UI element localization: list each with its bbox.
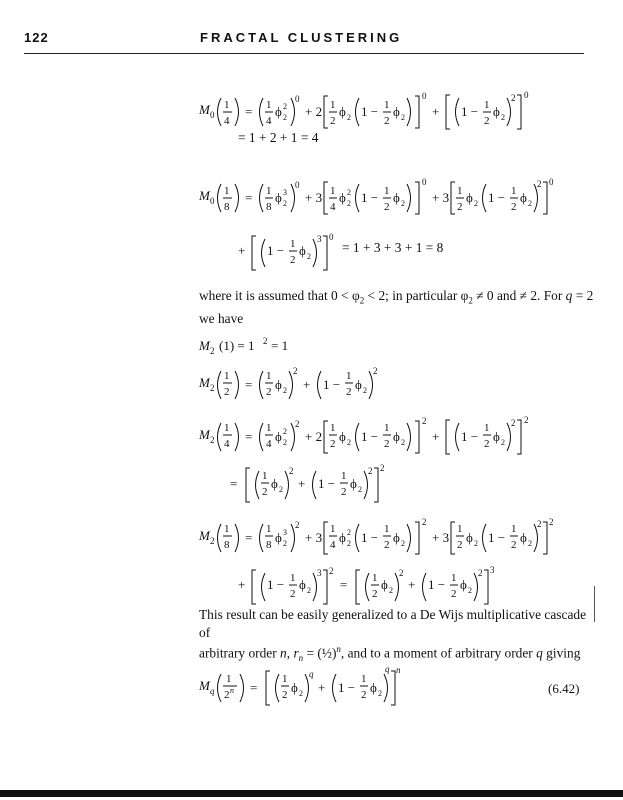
svg-text:1 −: 1 − xyxy=(338,680,356,695)
svg-text:0: 0 xyxy=(295,180,300,190)
svg-text:2: 2 xyxy=(378,689,382,698)
svg-text:=: = xyxy=(340,577,348,592)
svg-text:+: + xyxy=(432,429,440,444)
svg-text:2: 2 xyxy=(484,115,490,127)
svg-text:=: = xyxy=(245,530,253,545)
svg-text:2: 2 xyxy=(511,418,516,428)
svg-text:0: 0 xyxy=(210,110,215,120)
svg-text:+ 2: + 2 xyxy=(305,429,323,444)
svg-text:ϕ: ϕ xyxy=(355,377,362,392)
svg-text:= 1: = 1 xyxy=(271,338,289,353)
svg-text:8: 8 xyxy=(266,201,272,213)
svg-text:8: 8 xyxy=(266,539,272,551)
svg-text:ϕ: ϕ xyxy=(275,104,282,119)
svg-text:2: 2 xyxy=(295,419,300,429)
scan-bottom-edge xyxy=(0,790,623,797)
svg-text:1: 1 xyxy=(330,99,336,111)
equation-m2-quarter-render xyxy=(199,409,559,461)
svg-text:2: 2 xyxy=(478,568,483,578)
equation-m0-quarter-result: = 1 + 2 + 1 = 4 xyxy=(238,130,319,145)
svg-text:+ 3: + 3 xyxy=(305,190,323,205)
svg-text:2: 2 xyxy=(528,539,532,548)
svg-text:1 −: 1 − xyxy=(461,104,479,119)
svg-text:1: 1 xyxy=(384,99,390,111)
svg-text:2: 2 xyxy=(307,252,311,261)
svg-text:ϕ: ϕ xyxy=(393,190,400,205)
svg-text:M: M xyxy=(199,338,210,353)
svg-text:2: 2 xyxy=(293,366,298,376)
svg-text:2: 2 xyxy=(368,466,373,476)
equation-m2-half-render xyxy=(199,358,399,408)
svg-text:3: 3 xyxy=(283,188,287,197)
svg-text:1: 1 xyxy=(346,370,352,382)
svg-text:2: 2 xyxy=(422,416,427,426)
svg-text:2: 2 xyxy=(363,386,367,395)
svg-text:+: + xyxy=(318,680,326,695)
svg-text:2: 2 xyxy=(474,199,478,208)
svg-text:2: 2 xyxy=(347,113,351,122)
svg-text:=: = xyxy=(245,377,253,392)
running-title: FRACTAL CLUSTERING xyxy=(200,30,403,45)
svg-text:1: 1 xyxy=(226,673,232,685)
svg-text:1 −: 1 − xyxy=(361,190,379,205)
svg-text:2: 2 xyxy=(474,539,478,548)
svg-text:n: n xyxy=(230,686,234,695)
svg-text:ϕ: ϕ xyxy=(520,190,527,205)
svg-text:2: 2 xyxy=(468,586,472,595)
svg-text:4: 4 xyxy=(330,201,336,213)
svg-text:+: + xyxy=(238,243,246,258)
svg-text:0: 0 xyxy=(549,177,554,187)
svg-text:4: 4 xyxy=(266,438,272,450)
svg-text:1: 1 xyxy=(384,422,390,434)
svg-text:+ 2: + 2 xyxy=(305,104,323,119)
svg-text:ϕ: ϕ xyxy=(275,530,282,545)
svg-text:2: 2 xyxy=(384,539,390,551)
svg-text:1 −: 1 − xyxy=(361,429,379,444)
svg-text:4: 4 xyxy=(224,438,230,450)
svg-text:2: 2 xyxy=(330,115,336,127)
svg-text:3: 3 xyxy=(317,234,322,244)
generalization-var-q: q xyxy=(536,645,543,661)
svg-text:2: 2 xyxy=(457,539,463,551)
svg-text:ϕ: ϕ xyxy=(393,429,400,444)
generalization-text-4: ) xyxy=(331,645,337,661)
svg-text:2: 2 xyxy=(295,520,300,530)
svg-text:2: 2 xyxy=(266,386,272,398)
svg-text:ϕ: ϕ xyxy=(339,190,346,205)
svg-text:2: 2 xyxy=(524,415,529,425)
svg-text:2: 2 xyxy=(347,539,351,548)
svg-text:2: 2 xyxy=(210,435,215,445)
svg-text:2: 2 xyxy=(283,113,287,122)
svg-text:2: 2 xyxy=(384,201,390,213)
equation-m2-eighth-render xyxy=(199,510,579,562)
svg-text:2: 2 xyxy=(299,689,303,698)
equation-m2-eighth xyxy=(199,510,579,562)
svg-text:ϕ: ϕ xyxy=(350,476,357,491)
paragraph-generalization: This result can be easily generalized to a De Wijs multiplicative cascade of arbitrary order n, $r_n$ = (½)$^n$, and to a moment of arbitrary order q giving xyxy=(199,607,587,664)
svg-text:2: 2 xyxy=(224,386,230,398)
svg-text:1: 1 xyxy=(266,422,272,434)
svg-text:2: 2 xyxy=(282,689,288,701)
svg-text:1 −: 1 − xyxy=(488,530,506,545)
svg-text:2: 2 xyxy=(384,115,390,127)
svg-text:3: 3 xyxy=(317,568,322,578)
svg-text:+ 3: + 3 xyxy=(305,530,323,545)
svg-text:1: 1 xyxy=(266,99,272,111)
svg-text:2: 2 xyxy=(537,519,542,529)
svg-text:2: 2 xyxy=(283,386,287,395)
svg-text:+ 3: + 3 xyxy=(432,530,450,545)
svg-text:2: 2 xyxy=(347,199,351,208)
svg-text:2: 2 xyxy=(347,438,351,447)
svg-text:ϕ: ϕ xyxy=(275,429,282,444)
svg-text:1: 1 xyxy=(384,185,390,197)
svg-text:M: M xyxy=(199,375,210,390)
svg-text:1: 1 xyxy=(341,470,347,482)
svg-text:1 −: 1 − xyxy=(361,104,379,119)
equation-m0-eighth xyxy=(199,170,579,226)
svg-text:+: + xyxy=(303,377,311,392)
svg-text:1 −: 1 − xyxy=(267,577,285,592)
assumption-text-2: < 2; in particular φ xyxy=(364,288,469,303)
svg-text:2: 2 xyxy=(549,517,554,527)
svg-text:1 −: 1 − xyxy=(267,243,285,258)
svg-text:1 −: 1 − xyxy=(361,530,379,545)
header-rule xyxy=(24,53,584,54)
equation-m2-quarter-continued-render xyxy=(230,458,410,508)
svg-text:8: 8 xyxy=(224,201,230,213)
equation-m2-eighth-continued-render xyxy=(238,560,538,610)
assumption-text-3: ≠ 0 and ≠ 2. For xyxy=(472,288,566,303)
page-header xyxy=(24,30,584,52)
generalization-text-6: giving xyxy=(542,645,581,661)
svg-text:1: 1 xyxy=(484,422,490,434)
svg-text:1: 1 xyxy=(224,185,230,197)
svg-text:2: 2 xyxy=(373,366,378,376)
svg-text:2: 2 xyxy=(528,199,532,208)
equation-m2-eighth-continued xyxy=(238,560,538,610)
svg-text:M: M xyxy=(199,678,210,693)
svg-text:ϕ: ϕ xyxy=(520,530,527,545)
svg-text:q: q xyxy=(385,664,390,674)
assumption-sub-1: 2 xyxy=(359,295,365,306)
svg-text:ϕ: ϕ xyxy=(299,243,306,258)
svg-text:1: 1 xyxy=(224,422,230,434)
svg-text:8: 8 xyxy=(224,539,230,551)
generalization-text-5: , and to a moment of arbitrary order xyxy=(340,645,537,661)
svg-text:ϕ: ϕ xyxy=(339,104,346,119)
svg-text:ϕ: ϕ xyxy=(381,577,388,592)
svg-text:ϕ: ϕ xyxy=(460,577,467,592)
svg-text:2: 2 xyxy=(290,588,296,600)
svg-text:ϕ: ϕ xyxy=(466,530,473,545)
svg-text:2: 2 xyxy=(290,254,296,266)
svg-text:2: 2 xyxy=(289,466,294,476)
svg-text:2: 2 xyxy=(341,486,347,498)
svg-text:q: q xyxy=(210,686,215,696)
svg-text:1: 1 xyxy=(266,523,272,535)
svg-text:=: = xyxy=(230,476,238,491)
svg-text:=: = xyxy=(245,104,253,119)
svg-text:1: 1 xyxy=(330,422,336,434)
equation-m2-one-render xyxy=(199,335,319,357)
svg-text:2: 2 xyxy=(283,438,287,447)
svg-text:2: 2 xyxy=(283,199,287,208)
generalization-sup-n: n xyxy=(336,644,341,654)
svg-text:1: 1 xyxy=(330,185,336,197)
svg-text:2: 2 xyxy=(346,386,352,398)
svg-text:ϕ: ϕ xyxy=(370,680,377,695)
svg-text:2: 2 xyxy=(537,179,542,189)
equation-m2-quarter-continued xyxy=(230,458,410,508)
svg-text:(1) = 1: (1) = 1 xyxy=(219,338,255,353)
svg-text:0: 0 xyxy=(422,177,427,187)
assumption-line-2: we have xyxy=(199,311,244,327)
equation-mq-general xyxy=(199,660,399,712)
generalization-text-2: arbitrary order xyxy=(199,645,281,661)
svg-text:+ 3: + 3 xyxy=(432,190,450,205)
svg-text:1: 1 xyxy=(484,99,490,111)
assumption-sub-2: 2 xyxy=(468,295,473,306)
svg-text:2: 2 xyxy=(384,438,390,450)
svg-text:2: 2 xyxy=(279,485,283,494)
svg-text:ϕ: ϕ xyxy=(466,190,473,205)
svg-text:ϕ: ϕ xyxy=(271,476,278,491)
svg-text:2: 2 xyxy=(210,536,215,546)
svg-text:+: + xyxy=(432,104,440,119)
svg-text:2: 2 xyxy=(399,568,404,578)
svg-text:1: 1 xyxy=(224,523,230,535)
svg-text:2: 2 xyxy=(380,463,385,473)
svg-text:1: 1 xyxy=(224,99,230,111)
svg-text:ϕ: ϕ xyxy=(275,377,282,392)
svg-text:1: 1 xyxy=(511,185,517,197)
svg-text:3: 3 xyxy=(490,565,495,575)
svg-text:1: 1 xyxy=(372,572,378,584)
svg-text:1: 1 xyxy=(290,572,296,584)
svg-text:M: M xyxy=(199,528,210,543)
svg-text:2: 2 xyxy=(451,588,457,600)
svg-text:ϕ: ϕ xyxy=(493,429,500,444)
svg-text:1 −: 1 − xyxy=(428,577,446,592)
equation-m2-half xyxy=(199,358,399,408)
svg-text:4: 4 xyxy=(330,539,336,551)
svg-text:2: 2 xyxy=(347,188,351,197)
svg-text:1: 1 xyxy=(511,523,517,535)
svg-text:2: 2 xyxy=(263,336,268,346)
svg-text:2: 2 xyxy=(484,438,490,450)
svg-text:1: 1 xyxy=(224,370,230,382)
svg-text:1: 1 xyxy=(457,523,463,535)
svg-text:2: 2 xyxy=(262,486,268,498)
svg-text:2: 2 xyxy=(401,113,405,122)
svg-text:1: 1 xyxy=(266,370,272,382)
generalization-var-r: r xyxy=(293,645,299,661)
equation-m0-eighth-tail: = 1 + 3 + 3 + 1 = 8 xyxy=(342,240,444,255)
svg-text:0: 0 xyxy=(422,91,427,101)
svg-text:0: 0 xyxy=(295,94,300,104)
equation-m2-one xyxy=(199,335,319,357)
svg-text:1 −: 1 − xyxy=(461,429,479,444)
svg-text:ϕ: ϕ xyxy=(339,530,346,545)
svg-text:2: 2 xyxy=(329,566,334,576)
svg-text:2: 2 xyxy=(401,199,405,208)
equation-m2-quarter xyxy=(199,409,559,461)
svg-text:2: 2 xyxy=(358,485,362,494)
svg-text:2: 2 xyxy=(389,586,393,595)
svg-text:2: 2 xyxy=(372,588,378,600)
svg-text:1: 1 xyxy=(290,238,296,250)
assumption-var-q: q xyxy=(565,288,573,303)
svg-text:2: 2 xyxy=(401,438,405,447)
svg-text:q: q xyxy=(309,669,314,679)
svg-text:2: 2 xyxy=(330,438,336,450)
generalization-text-3: = ( xyxy=(303,645,322,661)
generalization-var-n: n xyxy=(280,645,287,661)
svg-text:1: 1 xyxy=(384,523,390,535)
svg-text:0: 0 xyxy=(329,232,334,242)
svg-text:4: 4 xyxy=(224,115,230,127)
svg-text:2: 2 xyxy=(511,539,517,551)
svg-text:2: 2 xyxy=(511,93,516,103)
svg-text:1: 1 xyxy=(457,185,463,197)
generalization-half: ½ xyxy=(321,645,332,661)
svg-text:M: M xyxy=(199,102,210,117)
svg-text:2: 2 xyxy=(401,539,405,548)
svg-text:M: M xyxy=(199,188,210,203)
page-number: 122 xyxy=(24,30,49,45)
generalization-text-1: This result can be easily generalized to a De Wijs multiplicative cascade of xyxy=(199,607,587,640)
svg-text:2: 2 xyxy=(501,438,505,447)
svg-text:2: 2 xyxy=(422,517,427,527)
svg-text:+: + xyxy=(238,577,246,592)
svg-text:n: n xyxy=(396,665,401,675)
svg-text:1: 1 xyxy=(262,470,268,482)
svg-text:=: = xyxy=(250,680,258,695)
svg-text:2: 2 xyxy=(283,539,287,548)
generalization-sub-n: n xyxy=(298,653,304,664)
svg-text:3: 3 xyxy=(283,528,287,537)
svg-text:ϕ: ϕ xyxy=(299,577,306,592)
svg-text:1 −: 1 − xyxy=(488,190,506,205)
svg-text:2: 2 xyxy=(283,102,287,111)
svg-text:2: 2 xyxy=(457,201,463,213)
margin-mark xyxy=(594,586,595,622)
svg-text:M: M xyxy=(199,427,210,442)
svg-text:=: = xyxy=(245,190,253,205)
svg-text:1: 1 xyxy=(266,185,272,197)
paragraph-assumption xyxy=(199,287,594,328)
svg-text:=: = xyxy=(245,429,253,444)
svg-text:ϕ: ϕ xyxy=(393,104,400,119)
svg-text:0: 0 xyxy=(210,196,215,206)
svg-text:2: 2 xyxy=(210,383,215,393)
assumption-text-1: where it is assumed that 0 < φ xyxy=(199,288,360,303)
svg-text:1 −: 1 − xyxy=(318,476,336,491)
svg-text:1: 1 xyxy=(282,673,288,685)
svg-text:ϕ: ϕ xyxy=(493,104,500,119)
svg-text:2: 2 xyxy=(347,528,351,537)
svg-text:2: 2 xyxy=(210,346,215,356)
svg-text:2: 2 xyxy=(224,689,230,701)
svg-text:4: 4 xyxy=(266,115,272,127)
equation-mq-general-render xyxy=(199,660,399,712)
svg-text:2: 2 xyxy=(307,586,311,595)
svg-text:1 −: 1 − xyxy=(323,377,341,392)
svg-text:2: 2 xyxy=(361,689,367,701)
svg-text:ϕ: ϕ xyxy=(393,530,400,545)
svg-text:2: 2 xyxy=(501,113,505,122)
svg-text:1: 1 xyxy=(361,673,367,685)
equation-m0-eighth-render xyxy=(199,170,579,226)
equation-number: (6.42) xyxy=(548,681,580,696)
svg-text:+: + xyxy=(408,577,416,592)
svg-text:2: 2 xyxy=(511,201,517,213)
svg-text:ϕ: ϕ xyxy=(275,190,282,205)
assumption-text-4: = 2 xyxy=(572,288,594,303)
svg-text:+: + xyxy=(298,476,306,491)
svg-text:1: 1 xyxy=(330,523,336,535)
svg-text:ϕ: ϕ xyxy=(291,680,298,695)
svg-text:1: 1 xyxy=(451,572,457,584)
svg-text:2: 2 xyxy=(283,427,287,436)
svg-text:ϕ: ϕ xyxy=(339,429,346,444)
svg-text:0: 0 xyxy=(524,90,529,100)
